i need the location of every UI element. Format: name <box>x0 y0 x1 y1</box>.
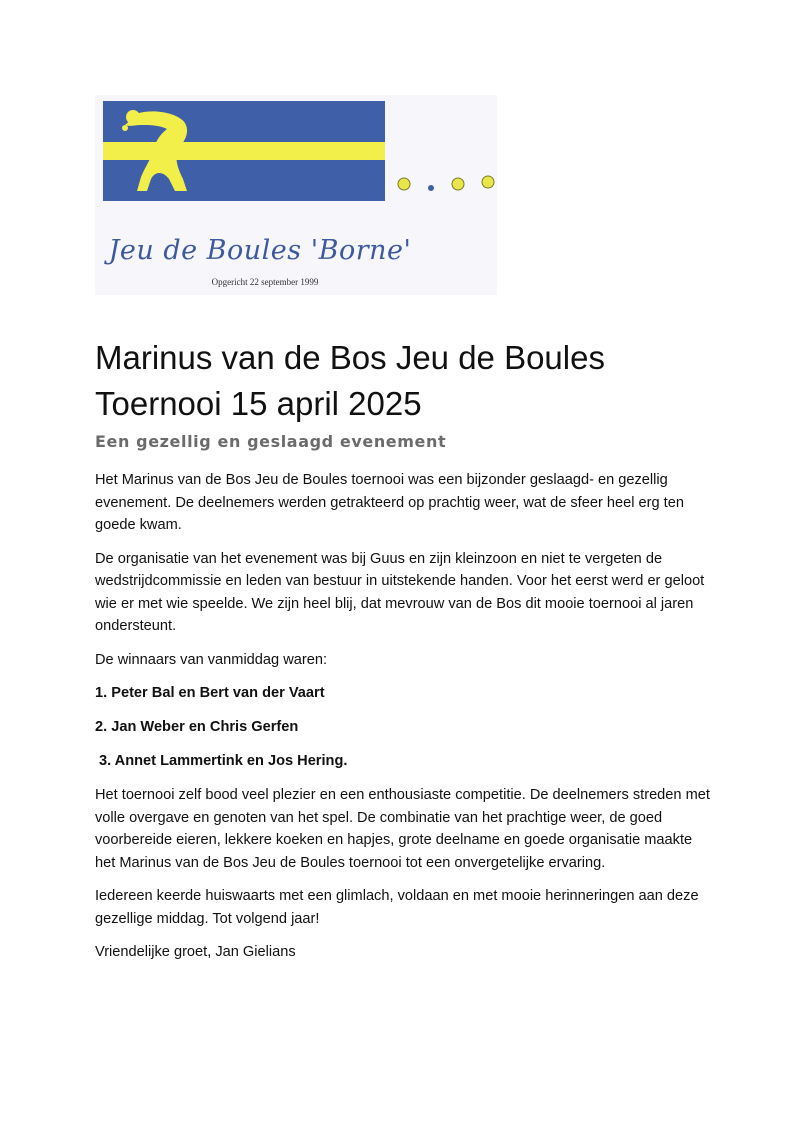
intro-paragraph-1: Het Marinus van de Bos Jeu de Boules toernooi was een bijzonder geslaagd- en gezellig evenement. De deelnemers werden getrakteerd op prachtig weer, wat de sfeer heel erg ten goede kwam. <box>95 472 684 533</box>
logo-founded-date: Opgericht 22 september 1999 <box>211 277 319 287</box>
paragraph-4: Iedereen keerde huiswaarts met een glimlach, voldaan en met mooie herinneringen aan deze gezellige middag. Tot volgend jaar! <box>95 888 699 927</box>
signature: Vriendelijke groet, Jan Gielians <box>95 944 296 960</box>
article-body <box>95 469 710 975</box>
boules-icon <box>398 176 494 191</box>
winners-list <box>95 682 710 773</box>
winners-intro: De winnaars van vanmiddag waren: <box>95 651 328 668</box>
club-logo <box>95 95 497 295</box>
logo-club-name: Jeu de Boules 'Borne' <box>108 235 412 266</box>
winner-item-3: 3. Annet Lammertink en Jos Hering. <box>99 753 348 769</box>
logo-yellow-band <box>103 142 385 160</box>
page-title: Marinus van de Bos Jeu de Boules Toernooi 15 april 2025 <box>95 339 605 422</box>
winner-item-1: 1. Peter Bal en Bert van der Vaart <box>95 685 325 701</box>
winner-item-2: 2. Jan Weber en Chris Gerfen <box>95 719 299 735</box>
page-subtitle: Een gezellig en geslaagd evenement <box>95 432 447 451</box>
paragraph-3: Het toernooi zelf bood veel plezier en een enthousiaste competitie. De deelnemers streden met volle overgave en genoten van het spel. De combinatie van het prachtige weer, de goed voorbereide eieren, lekkere koeken en hapjes, grote deelname en goede organisatie maakte het Marinus van de Bos Jeu de Boules toernooi tot een onvergetelijke ervaring. <box>95 787 710 871</box>
intro-paragraph-2: De organisatie van het evenement was bij Guus en zijn kleinzoon en niet te vergeten de wedstrijdcommissie en leden van bestuur in uitstekende handen. Voor het eerst werd er geloot wie er met wie speelde. We zijn heel blij, dat mevrouw van de Bos dit mooie toernooi al jaren ondersteunt. <box>95 550 705 634</box>
